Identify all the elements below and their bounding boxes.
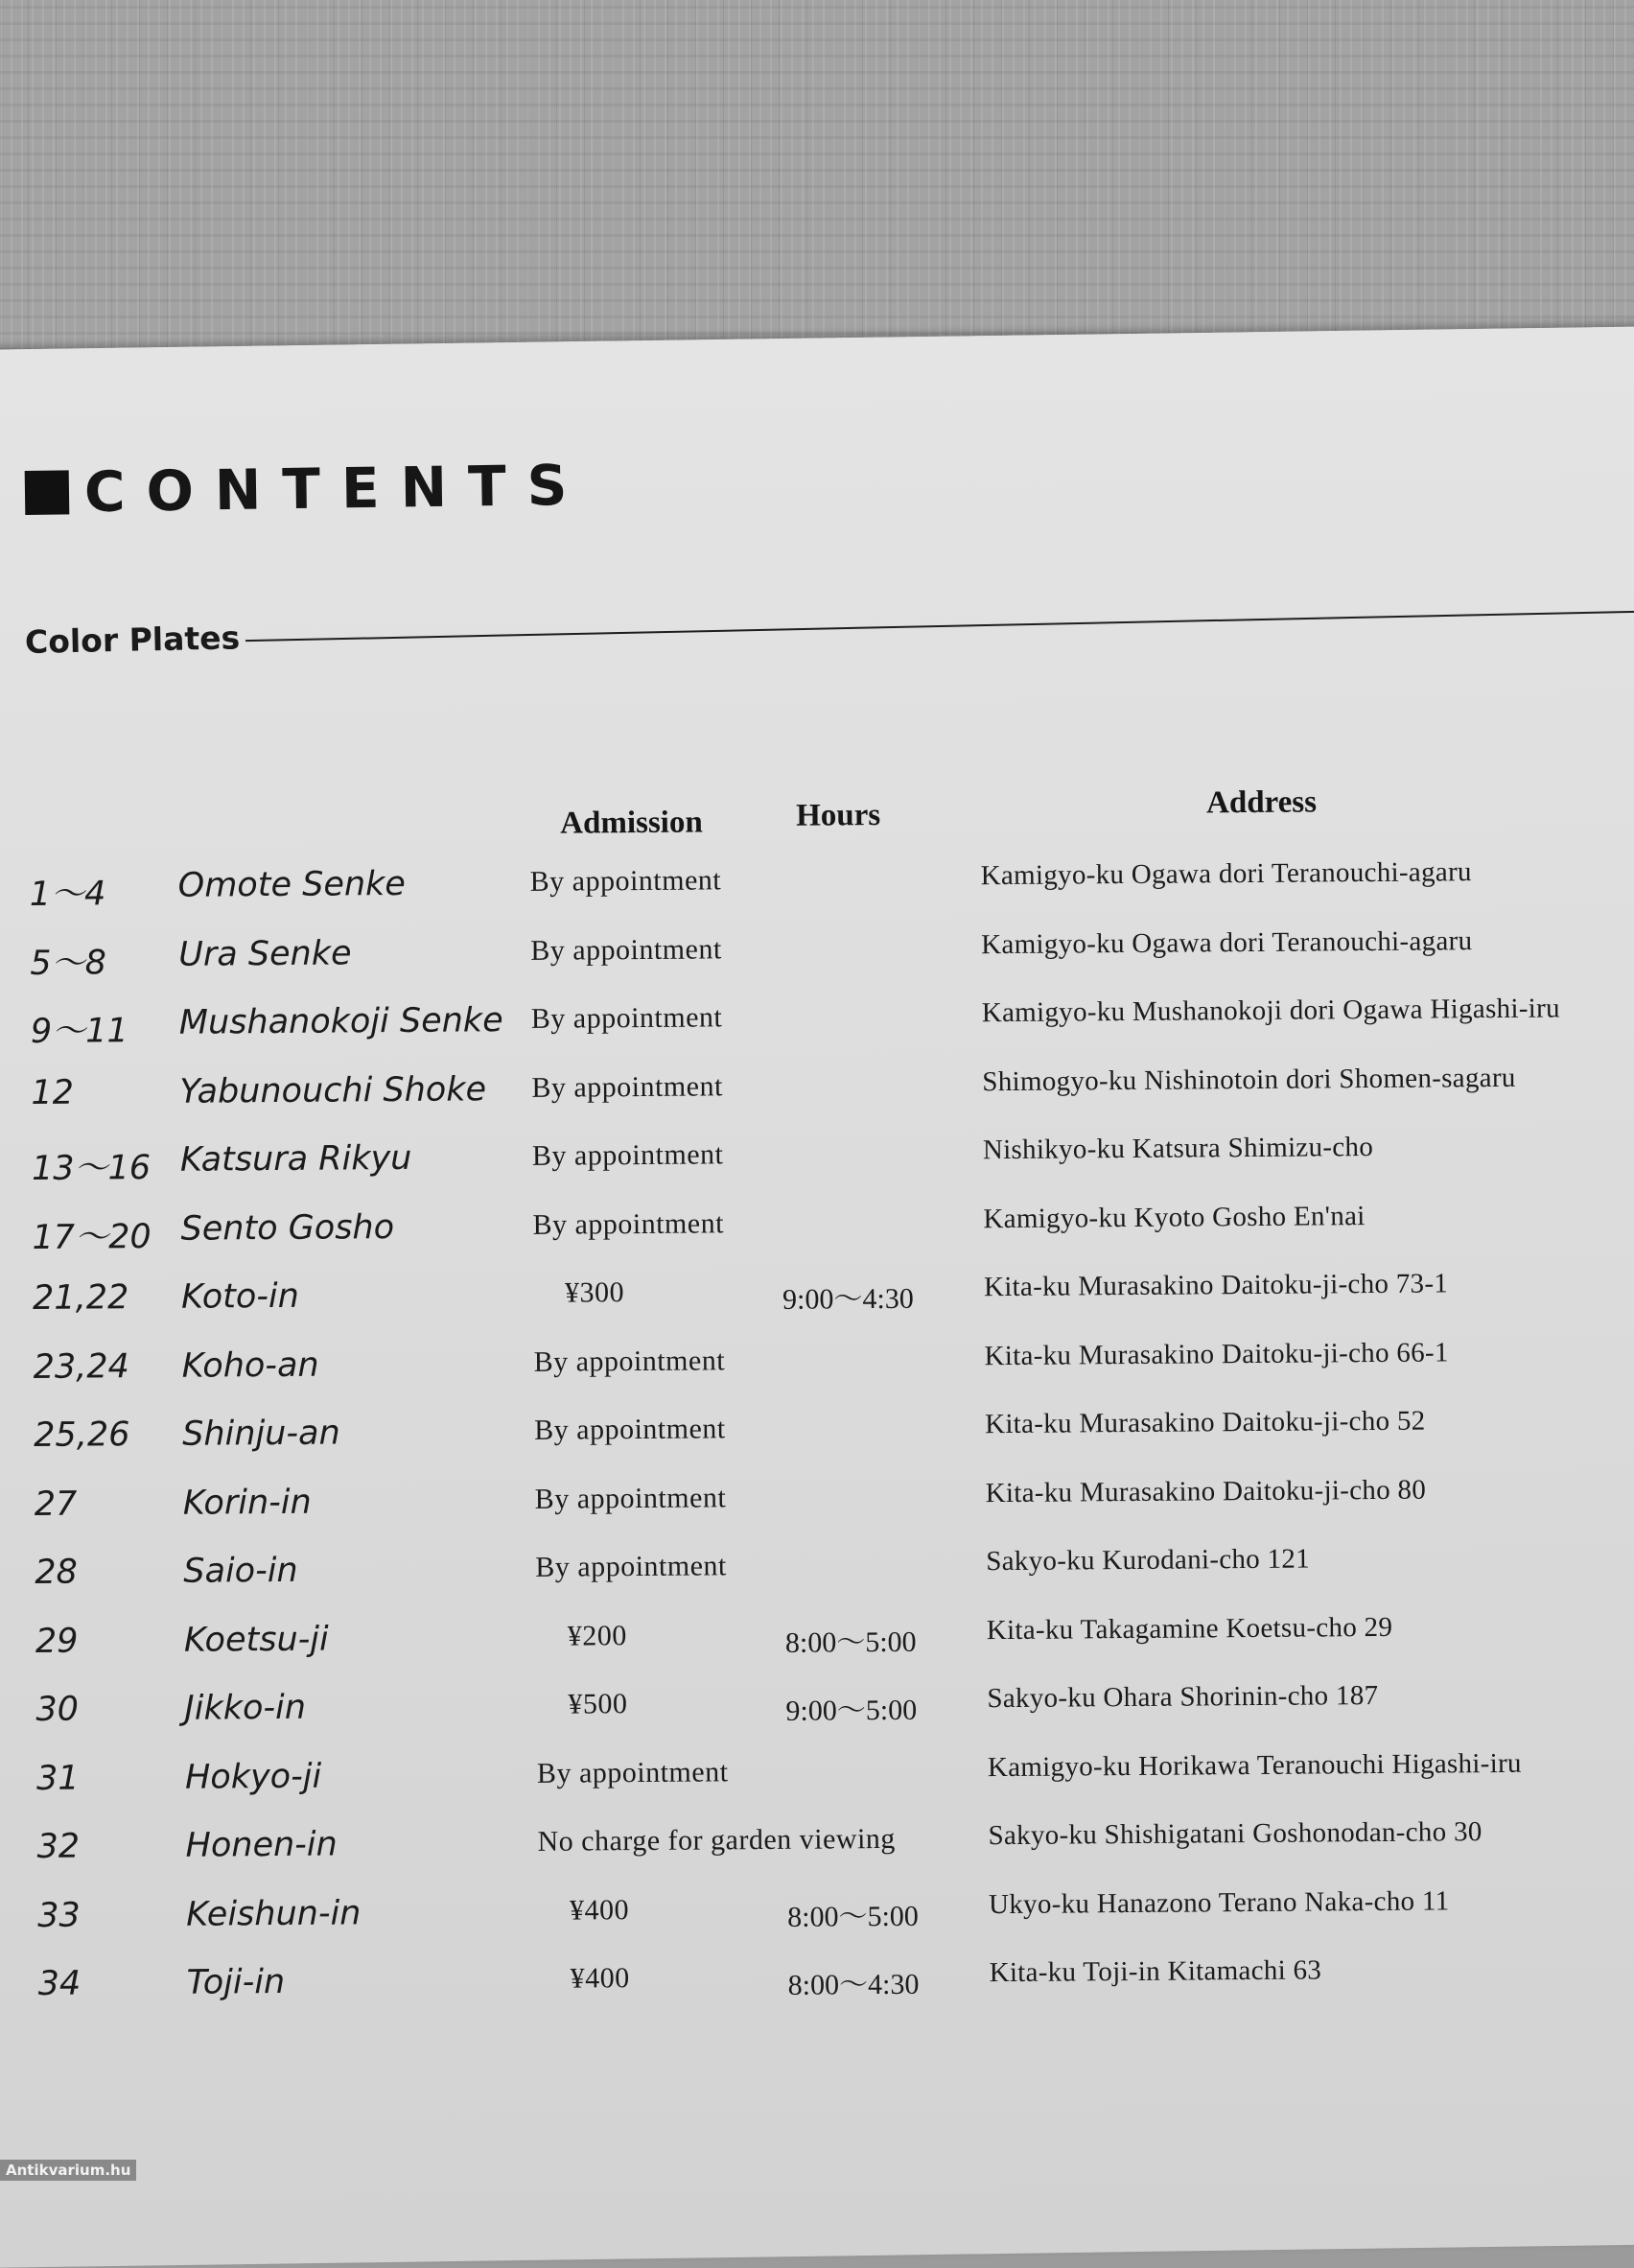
header-hours: Hours bbox=[796, 798, 881, 833]
plate-number: 30 bbox=[35, 1690, 80, 1729]
address-value: Kamigyo-ku Ogawa dori Teranouchi-agaru bbox=[980, 856, 1472, 892]
garden-name: Koho-an bbox=[181, 1345, 319, 1386]
address-value: Nishikyo-ku Katsura Shimizu-cho bbox=[982, 1132, 1374, 1166]
garden-name: Honen-in bbox=[185, 1825, 338, 1865]
plate-number: 12 bbox=[31, 1073, 75, 1112]
garden-name: Koetsu-ji bbox=[183, 1620, 329, 1660]
plate-number: 33 bbox=[36, 1896, 81, 1935]
hours-value: 8:00～5:00 bbox=[784, 1625, 917, 1659]
address-value: Shimogyo-ku Nishinotoin dori Shomen-sagaru bbox=[982, 1062, 1516, 1097]
contents-heading bbox=[25, 453, 589, 526]
table-row bbox=[32, 1198, 1624, 1279]
watermark: Antikvarium.hu bbox=[0, 2160, 136, 2181]
plate-number: 27 bbox=[34, 1485, 78, 1524]
section-rule bbox=[245, 610, 1634, 641]
admission-value: By appointment bbox=[532, 1206, 725, 1241]
plate-number: 9～11 bbox=[30, 1012, 128, 1051]
address-value: Ukyo-ku Hanazono Terano Naka-cho 11 bbox=[988, 1884, 1450, 1920]
table-row bbox=[31, 1061, 1623, 1142]
admission-value: By appointment bbox=[530, 932, 722, 967]
admission-value: By appointment bbox=[536, 1755, 729, 1789]
admission-value: ¥500 bbox=[568, 1688, 628, 1720]
plate-number: 31 bbox=[35, 1759, 80, 1798]
address-value: Kamigyo-ku Horikawa Teranouchi Higashi-iru bbox=[987, 1747, 1522, 1783]
table-row bbox=[33, 1335, 1625, 1416]
admission-value: By appointment bbox=[533, 1344, 726, 1378]
admission-value: By appointment bbox=[531, 1138, 724, 1172]
plate-number: 32 bbox=[36, 1827, 81, 1866]
address-value: Sakyo-ku Ohara Shorinin-cho 187 bbox=[987, 1679, 1379, 1715]
table-row bbox=[33, 1267, 1625, 1348]
address-value: Kamigyo-ku Mushanokoji dori Ogawa Higashi-iru bbox=[981, 993, 1560, 1029]
address-value: Kamigyo-ku Ogawa dori Teranouchi-agaru bbox=[981, 924, 1473, 960]
section-heading bbox=[25, 590, 1634, 661]
garden-name: Hokyo-ji bbox=[184, 1757, 322, 1797]
address-value: Kita-ku Murasakino Daitoku-ji-cho 66-1 bbox=[984, 1336, 1449, 1371]
table-row bbox=[35, 1678, 1628, 1760]
garden-name: Mushanokoji Senke bbox=[178, 1001, 503, 1042]
address-value: Kita-ku Murasakino Daitoku-ji-cho 73-1 bbox=[983, 1268, 1449, 1303]
admission-value: ¥400 bbox=[569, 1893, 630, 1927]
admission-value: By appointment bbox=[535, 1550, 727, 1583]
table-row bbox=[35, 1609, 1628, 1691]
plate-number: 29 bbox=[35, 1622, 79, 1661]
garden-name: Toji-in bbox=[186, 1962, 286, 2002]
header-address: Address bbox=[1205, 784, 1318, 821]
garden-name: Shinju-an bbox=[182, 1414, 340, 1454]
admission-value: ¥200 bbox=[567, 1619, 627, 1652]
hours-value: 9:00～5:00 bbox=[785, 1694, 918, 1727]
contents-table bbox=[29, 784, 1630, 2033]
table-row bbox=[32, 1130, 1624, 1211]
hours-value: 8:00～5:00 bbox=[787, 1900, 919, 1933]
garden-name: Saio-in bbox=[183, 1551, 298, 1591]
table-row bbox=[36, 1815, 1629, 1897]
garden-name: Katsura Rikyu bbox=[179, 1138, 412, 1180]
plate-number: 23,24 bbox=[33, 1346, 129, 1387]
plate-number: 28 bbox=[35, 1553, 79, 1592]
address-value: Kamigyo-ku Kyoto Gosho En'nai bbox=[983, 1200, 1366, 1234]
admission-value: ¥300 bbox=[564, 1276, 625, 1309]
admission-value: ¥400 bbox=[570, 1962, 630, 1995]
table-row bbox=[35, 1472, 1627, 1554]
table-row bbox=[37, 1883, 1630, 1965]
plate-number: 25,26 bbox=[34, 1415, 130, 1455]
garden-name: Omote Senke bbox=[177, 864, 407, 905]
address-value: Kita-ku Murasakino Daitoku-ji-cho 80 bbox=[985, 1474, 1427, 1508]
table-body bbox=[30, 855, 1630, 2034]
plate-number: 17～20 bbox=[32, 1217, 152, 1257]
plate-number: 5～8 bbox=[30, 943, 107, 983]
plate-number: 1～4 bbox=[29, 875, 106, 914]
admission-value: By appointment bbox=[534, 1481, 727, 1515]
table-row bbox=[34, 1404, 1626, 1485]
hours-value: 8:00～4:30 bbox=[787, 1968, 920, 2001]
plate-number: 21,22 bbox=[32, 1278, 129, 1318]
page-title: CONTENTS bbox=[83, 452, 589, 526]
admission-value: By appointment bbox=[530, 1001, 723, 1035]
table-header bbox=[29, 784, 1621, 868]
address-value: Kita-ku Murasakino Daitoku-ji-cho 52 bbox=[985, 1405, 1426, 1440]
address-value: Sakyo-ku Kurodani-cho 121 bbox=[986, 1543, 1311, 1578]
admission-value: By appointment bbox=[534, 1413, 726, 1446]
garden-name: Ura Senke bbox=[178, 933, 352, 974]
table-row bbox=[36, 1746, 1629, 1828]
plate-number: 34 bbox=[37, 1964, 82, 2003]
garden-name: Yabunouchi Shoke bbox=[179, 1069, 487, 1111]
garden-name: Korin-in bbox=[182, 1483, 312, 1523]
table-row bbox=[38, 1952, 1631, 2034]
admission-value: By appointment bbox=[531, 1069, 723, 1104]
address-value: Kita-ku Takagamine Koetsu-cho 29 bbox=[986, 1611, 1393, 1646]
table-row bbox=[31, 993, 1623, 1074]
garden-name: Jikko-in bbox=[184, 1688, 307, 1728]
header-admission: Admission bbox=[560, 805, 703, 841]
square-bullet-icon bbox=[25, 470, 70, 515]
hours-value: 9:00～4:30 bbox=[782, 1282, 914, 1316]
section-label: Color Plates bbox=[24, 619, 241, 661]
address-value: Kita-ku Toji-in Kitamachi 63 bbox=[989, 1954, 1322, 1989]
address-value: Sakyo-ku Shishigatani Goshonodan-cho 30 bbox=[988, 1816, 1482, 1852]
table-row bbox=[30, 924, 1622, 1005]
table-row bbox=[35, 1541, 1627, 1623]
plate-number: 13～16 bbox=[31, 1149, 152, 1188]
garden-name: Sento Gosho bbox=[180, 1207, 395, 1249]
garden-name: Keishun-in bbox=[185, 1893, 362, 1934]
admission-value: By appointment bbox=[529, 864, 722, 898]
table-row bbox=[30, 855, 1622, 937]
garden-name: Koto-in bbox=[180, 1276, 300, 1317]
admission-value: No charge for garden viewing bbox=[537, 1822, 896, 1858]
